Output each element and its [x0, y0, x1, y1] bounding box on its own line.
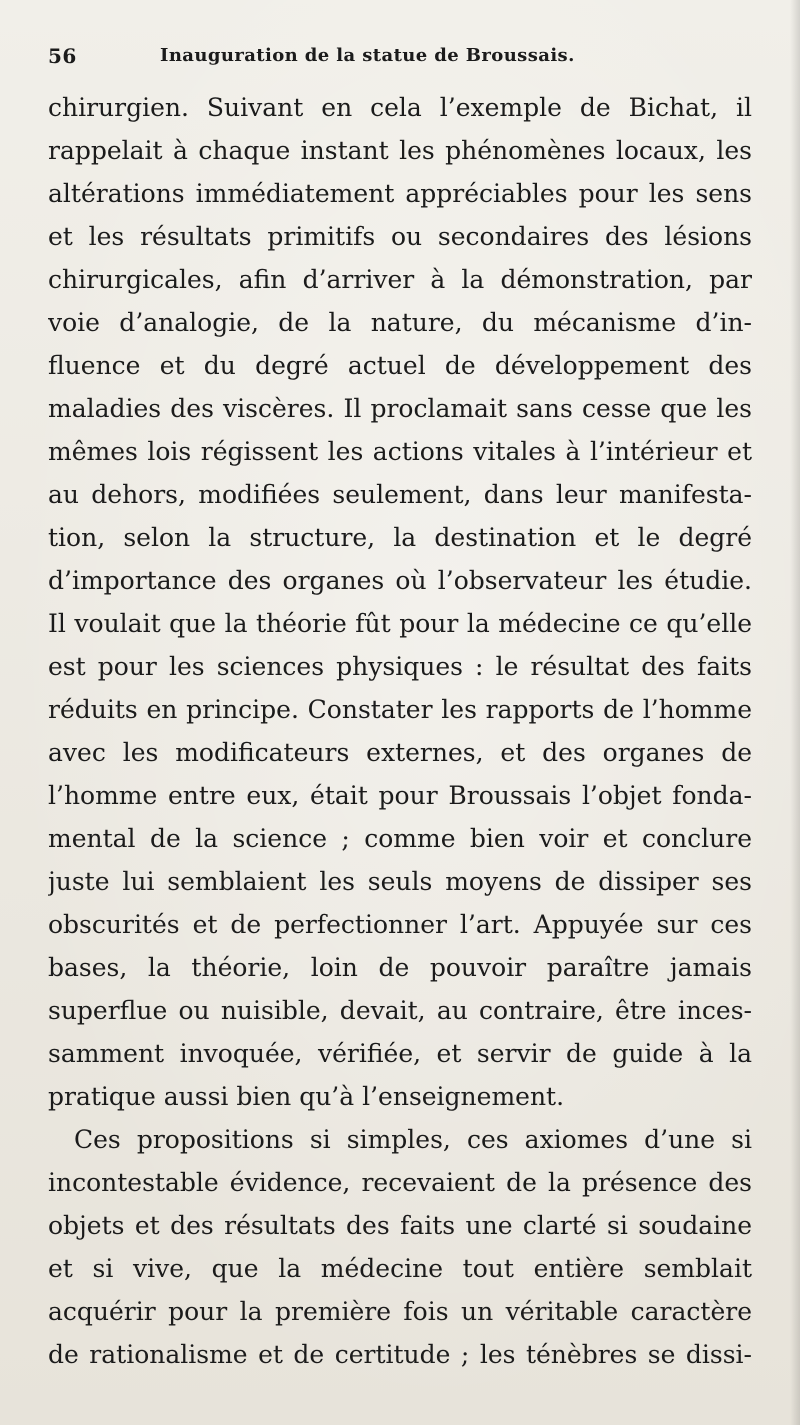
text-line: au dehors, modifiées seulement, dans leur manifesta- — [48, 480, 752, 509]
body-text — [48, 86, 752, 1376]
text-line: superflue ou nuisible, devait, au contraire, être inces- — [48, 996, 752, 1025]
page-number: 56 — [48, 44, 77, 68]
text-line: obscurités et de perfectionner l’art. Appuyée sur ces — [48, 910, 752, 939]
text-line: de rationalisme et de certitude ; les ténèbres se dissi- — [48, 1340, 752, 1369]
text-line: l’homme entre eux, était pour Broussais l’objet fonda- — [48, 781, 752, 810]
text-line: réduits en principe. Constater les rapports de l’homme — [48, 695, 752, 724]
text-line: voie d’analogie, de la nature, du mécanisme d’in- — [48, 308, 752, 337]
text-line: incontestable évidence, recevaient de la présence des — [48, 1168, 752, 1197]
text-line: altérations immédiatement appréciables pour les sens — [48, 179, 752, 208]
text-line: chirurgien. Suivant en cela l’exemple de Bichat, il — [48, 93, 752, 122]
running-head: Inauguration de la statue de Broussais. — [160, 45, 575, 66]
text-line: chirurgicales, afin d’arriver à la démonstration, par — [48, 265, 752, 294]
text-line: tion, selon la structure, la destination et le degré — [48, 523, 752, 552]
page-edge-shadow — [790, 0, 800, 1425]
text-line: mêmes lois régissent les actions vitales à l’intérieur et — [48, 437, 752, 466]
text-line: mental de la science ; comme bien voir et conclure — [48, 824, 752, 853]
text-line: fluence et du degré actuel de développement des — [48, 351, 752, 380]
text-line: Il voulait que la théorie fût pour la médecine ce qu’elle — [48, 609, 752, 638]
page-header — [48, 44, 752, 74]
text-line: et si vive, que la médecine tout entière semblait — [48, 1254, 752, 1283]
text-line: Ces propositions si simples, ces axiomes d’une si — [74, 1125, 752, 1154]
text-line: bases, la théorie, loin de pouvoir paraître jamais — [48, 953, 752, 982]
text-line: avec les modificateurs externes, et des organes de — [48, 738, 752, 767]
text-line: samment invoquée, vérifiée, et servir de guide à la — [48, 1039, 752, 1068]
text-line: maladies des viscères. Il proclamait sans cesse que les — [48, 394, 752, 423]
text-line: et les résultats primitifs ou secondaires des lésions — [48, 222, 752, 251]
text-line: juste lui semblaient les seuls moyens de dissiper ses — [48, 867, 752, 896]
text-line: d’importance des organes où l’observateur les étudie. — [48, 566, 752, 595]
text-line: rappelait à chaque instant les phénomènes locaux, les — [48, 136, 752, 165]
text-line: est pour les sciences physiques : le résultat des faits — [48, 652, 752, 681]
text-line: pratique aussi bien qu’à l’enseignement. — [48, 1082, 565, 1111]
text-line: objets et des résultats des faits une clarté si soudaine — [48, 1211, 752, 1240]
text-line: acquérir pour la première fois un véritable caractère — [48, 1297, 752, 1326]
